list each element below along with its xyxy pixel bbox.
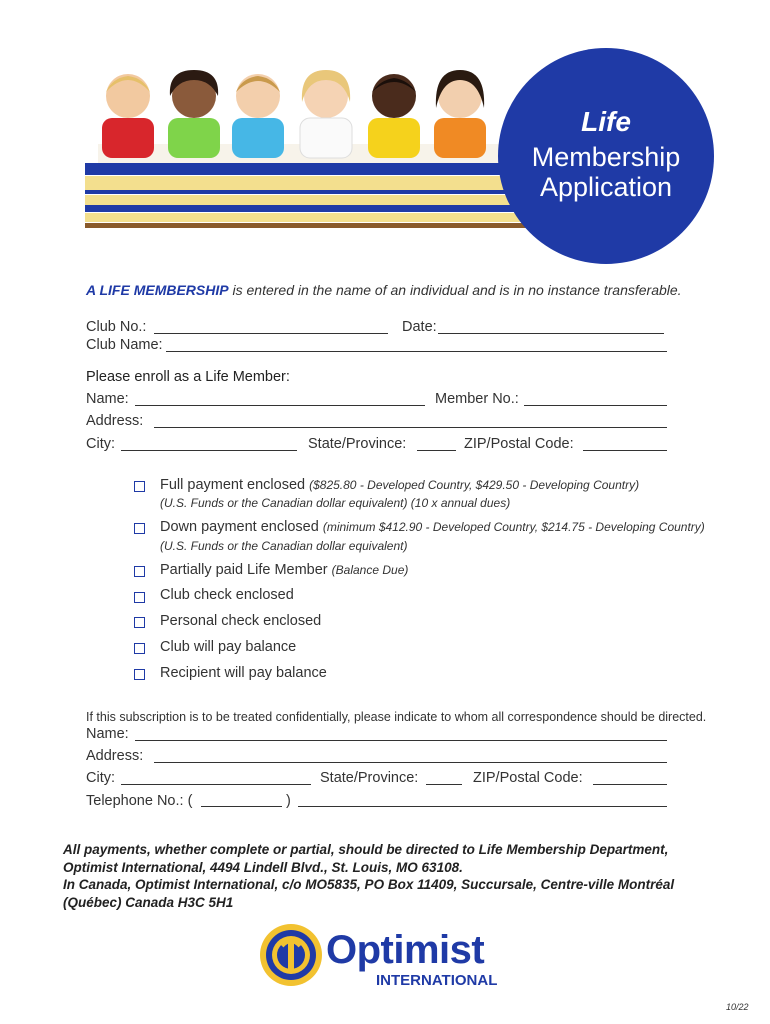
conf-state-field[interactable] (426, 784, 462, 785)
conf-city-label: City: (86, 770, 115, 786)
enroll-address-field[interactable] (154, 427, 667, 428)
title-application: Application (539, 172, 673, 202)
enroll-state-label: State/Province: (308, 436, 407, 452)
down-payment-sub: (U.S. Funds or the Canadian dollar equivalent) (160, 539, 408, 553)
club-no-field[interactable] (154, 333, 388, 334)
conf-zip-field[interactable] (593, 784, 667, 785)
club-no-label: Club No.: (86, 319, 147, 335)
intro-lead: A LIFE MEMBERSHIP (86, 282, 229, 298)
confidential-note: If this subscription is to be treated confidentially, please indicate to whom all correspondence should be directed. (86, 710, 707, 724)
conf-city-field[interactable] (121, 784, 311, 785)
conf-name-field[interactable] (135, 740, 667, 741)
club-name-field[interactable] (166, 351, 667, 352)
logo-word-optimist: Optimist (326, 928, 485, 972)
stripe-yellow-3 (85, 213, 585, 222)
date-label: Date: (402, 319, 437, 335)
club-check-checkbox[interactable] (134, 592, 145, 603)
phone-close: ) (286, 793, 291, 809)
phone-label: Telephone No.: ( (86, 793, 193, 809)
intro-text (86, 282, 682, 298)
down-payment-checkbox[interactable] (134, 523, 145, 534)
enroll-state-field[interactable] (417, 450, 456, 451)
club-name-label: Club Name: (86, 337, 163, 353)
optimist-logo-icon (258, 922, 324, 988)
enroll-name-field[interactable] (135, 405, 425, 406)
enroll-city-field[interactable] (121, 450, 297, 451)
payment-line-2: Optimist International, 4494 Lindell Blvd., St. Louis, MO 63108. (63, 859, 463, 875)
title-circle (498, 48, 714, 264)
enroll-zip-label: ZIP/Postal Code: (464, 436, 574, 452)
conf-state-label: State/Province: (320, 770, 419, 786)
personal-check-checkbox[interactable] (134, 617, 145, 628)
title-life: Life (581, 106, 631, 137)
intro-rest: is entered in the name of an individual and is in no instance transferable. (228, 282, 682, 298)
payment-line-3: In Canada, Optimist International, c/o MO5835, PO Box 11409, Succursale, Centre-ville Montréal (63, 877, 675, 892)
full-payment-option: Full payment enclosed ($825.80 - Developed Country, $429.50 - Developing Country) (160, 477, 640, 493)
partially-paid-checkbox[interactable] (134, 566, 145, 577)
enroll-name-label: Name: (86, 391, 129, 407)
title-membership: Membership (531, 142, 681, 172)
club-check-option: Club check enclosed (160, 587, 294, 603)
enroll-heading: Please enroll as a Life Member: (86, 369, 290, 385)
stripe-brown (85, 223, 585, 228)
partially-paid-option: Partially paid Life Member (Balance Due) (160, 562, 409, 578)
down-payment-option: Down payment enclosed (minimum $412.90 - Developed Country, $214.75 - Developing Country) (160, 519, 705, 535)
conf-address-label: Address: (86, 748, 144, 764)
payment-line-1: All payments, whether complete or partial, should be directed to Life Membership Department, (63, 842, 669, 857)
logo-word-international: INTERNATIONAL (376, 972, 498, 989)
enroll-address-label: Address: (86, 413, 144, 429)
conf-zip-label: ZIP/Postal Code: (473, 770, 583, 786)
phone-area-field[interactable] (201, 806, 282, 807)
club-pay-balance-option: Club will pay balance (160, 639, 297, 655)
payment-line-4: (Québec) Canada H3C 5H1 (63, 894, 234, 910)
form-code: 10/22 (726, 1002, 749, 1012)
recipient-pay-balance-checkbox[interactable] (134, 669, 145, 680)
children-photo (98, 62, 518, 170)
personal-check-option: Personal check enclosed (160, 613, 322, 629)
club-pay-balance-checkbox[interactable] (134, 643, 145, 654)
payment-instructions (63, 841, 703, 911)
full-payment-sub: (U.S. Funds or the Canadian dollar equivalent) (10 x annual dues) (160, 496, 511, 510)
enroll-zip-field[interactable] (583, 450, 667, 451)
date-field[interactable] (438, 333, 664, 334)
member-no-label: Member No.: (435, 391, 519, 407)
full-payment-checkbox[interactable] (134, 481, 145, 492)
member-no-field[interactable] (524, 405, 667, 406)
conf-address-field[interactable] (154, 762, 667, 763)
recipient-pay-balance-option: Recipient will pay balance (160, 665, 327, 681)
enroll-city-label: City: (86, 436, 115, 452)
conf-name-label: Name: (86, 726, 129, 742)
phone-number-field[interactable] (298, 806, 667, 807)
